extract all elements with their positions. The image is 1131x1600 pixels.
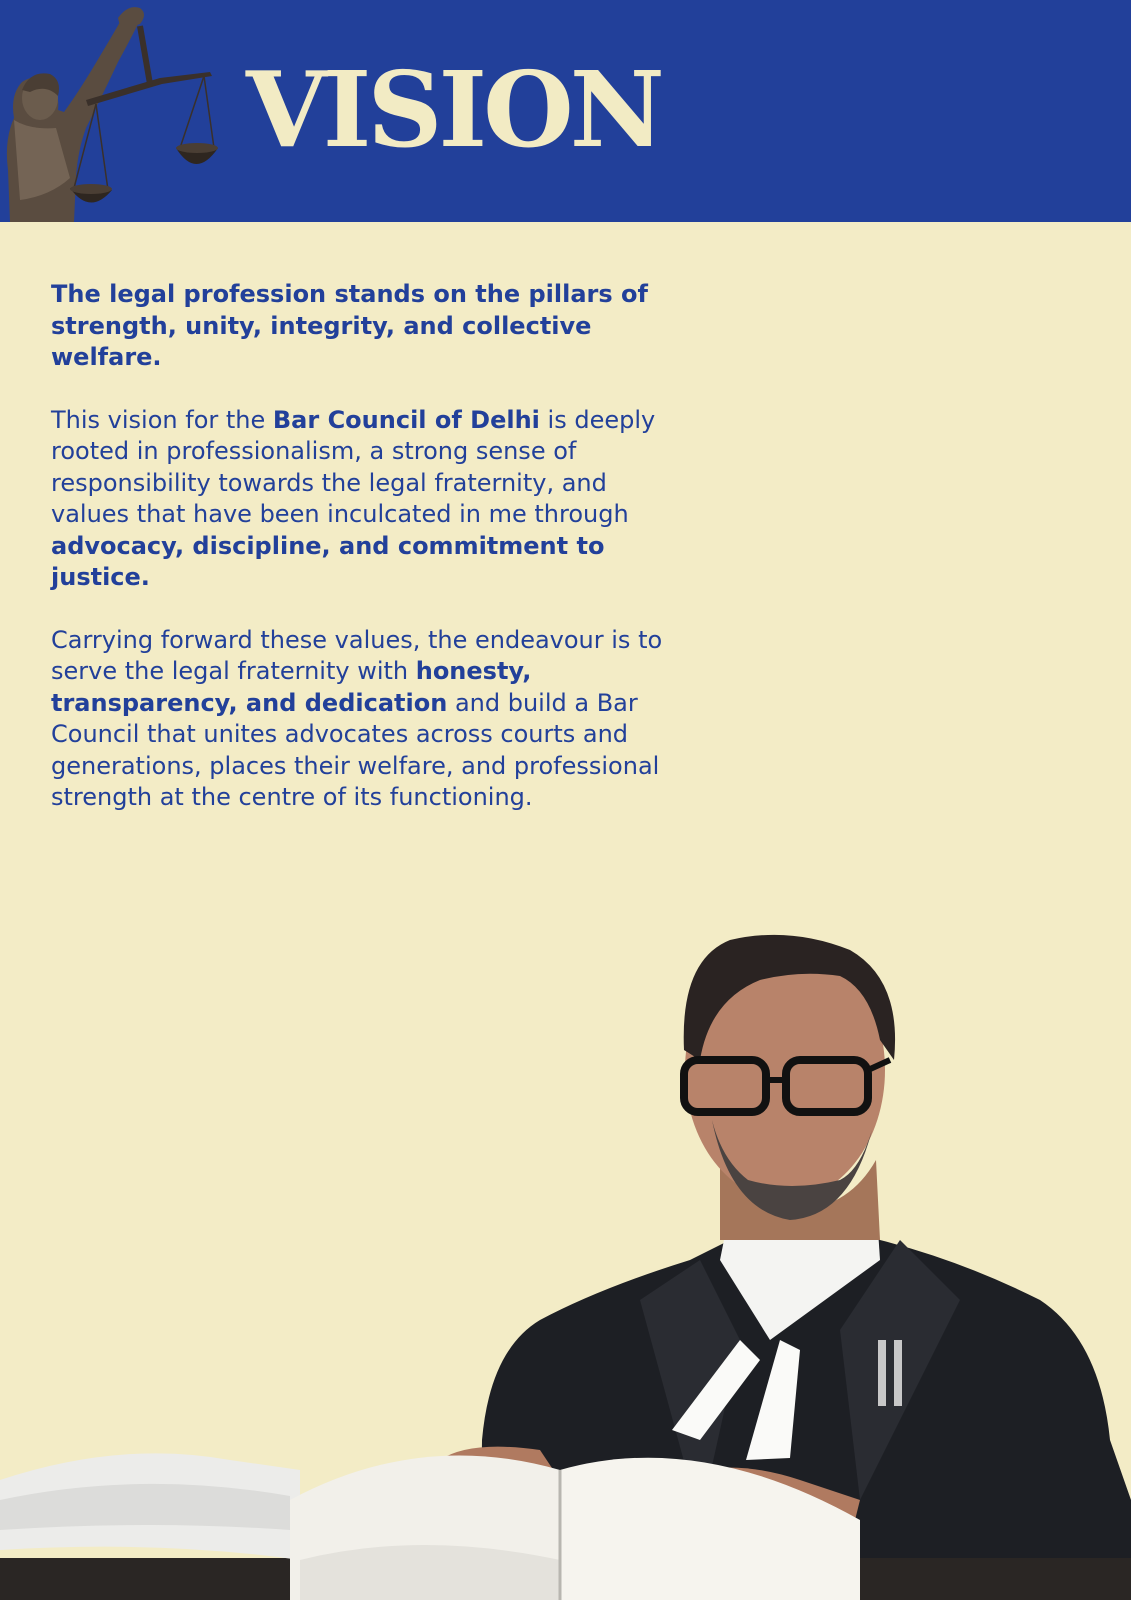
paragraph-text: is deeply rooted in professionalism, a strong sense of responsibility towards the legal fraternity, and values that have been inculcated in me through: [51, 405, 656, 528]
lady-justice-scales-icon: [0, 0, 230, 222]
emphasis-text: advocacy, discipline, and commitment to justice.: [51, 531, 605, 591]
paragraph-text: This vision for the: [51, 405, 273, 434]
emphasis-text: honesty, transparency, and dedication: [51, 657, 532, 717]
paragraph-text: Carrying forward these values, the endeavour is to serve the legal fraternity with: [51, 625, 663, 685]
lead-statement: The legal profession stands on the pillars of strength, unity, integrity, and collective welfare.: [51, 280, 648, 371]
paragraph-text: and build a Bar Council that unites advocates across courts and generations, places their welfare, and professional strength at the centre of its functioning.: [51, 688, 660, 811]
paragraph-vision-roots: [51, 405, 691, 594]
emphasis-text: Bar Council of Delhi: [272, 405, 540, 434]
page-title: VISION: [246, 48, 661, 171]
header-banner: [0, 0, 1131, 222]
advocate-reading-book-photo: [0, 740, 1131, 1600]
